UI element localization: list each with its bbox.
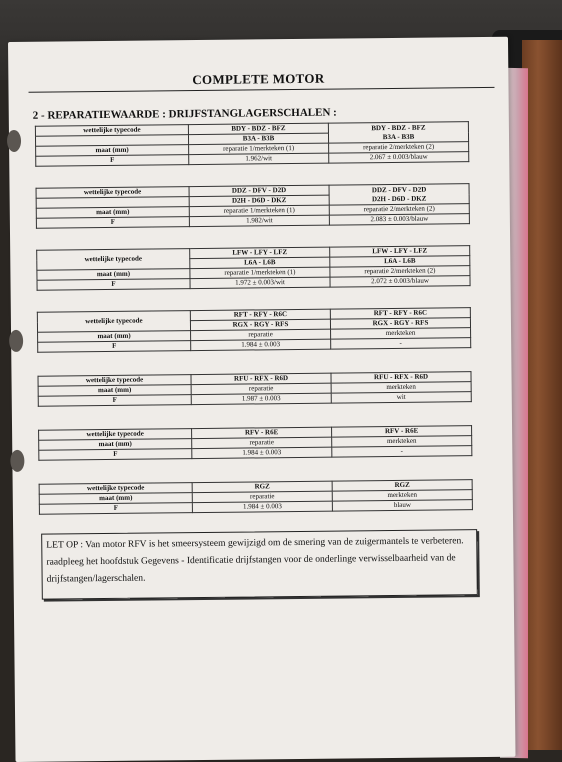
background-wood bbox=[522, 40, 562, 750]
page-title: COMPLETE MOTOR bbox=[192, 70, 325, 88]
typecode-col1: DDZ - DFV - D2D bbox=[189, 185, 329, 196]
typecode-col2: RFT - RFY - R6C bbox=[330, 308, 470, 319]
f-col2: wit bbox=[331, 392, 471, 403]
maat-col1: reparatie bbox=[191, 383, 331, 394]
maat-col2: reparatie 2/merkteken (2) bbox=[329, 142, 469, 153]
typecode-label: wettelijke typecode bbox=[39, 429, 192, 441]
note-line: raadpleeg het hoofdstuk Gegevens - Identificatie drijfstangen voor de onderlinge verwisselbaarheid van de bbox=[46, 552, 456, 568]
spec-table-4 bbox=[37, 307, 471, 353]
typecode-col2 bbox=[328, 122, 468, 143]
maat-label: maat (mm) bbox=[38, 331, 191, 343]
f-label: F bbox=[39, 449, 192, 461]
f-col2: 2.067 ± 0.003/blauw bbox=[329, 152, 469, 163]
f-col1: 1.987 ± 0.003 bbox=[191, 393, 331, 404]
f-col2: 2.083 ± 0.003/blauw bbox=[329, 214, 469, 225]
typecode-col1-line2: RGX - RGY - RFS bbox=[190, 319, 330, 330]
f-label: F bbox=[36, 217, 189, 229]
maat-col1: reparatie bbox=[192, 437, 332, 448]
typecode-col1: RFU - RFX - R6D bbox=[191, 373, 331, 384]
typecode-col1-line2: L6A - L6B bbox=[190, 257, 330, 268]
typecode-col2: RFU - RFX - R6D bbox=[331, 372, 471, 383]
maat-col2: reparatie 2/merkteken (2) bbox=[329, 204, 469, 215]
typecode-label: wettelijke typecode bbox=[36, 187, 189, 199]
typecode-col2: RGZ bbox=[332, 480, 472, 491]
maat-label: maat (mm) bbox=[39, 439, 192, 451]
typecode-col2-line2: L6A - L6B bbox=[330, 256, 470, 267]
f-col1: 1.962/wit bbox=[189, 153, 329, 164]
maat-label: maat (mm) bbox=[38, 385, 191, 397]
maat-col2: merkteken bbox=[332, 490, 472, 501]
code-line: BDY - BDZ - BFZ bbox=[371, 123, 426, 132]
f-col1: 1.982/wit bbox=[189, 215, 329, 226]
punch-hole bbox=[9, 330, 23, 352]
maat-col1: reparatie 1/merkteken (1) bbox=[189, 205, 329, 216]
spec-table-6 bbox=[38, 425, 472, 461]
spec-table-7 bbox=[39, 479, 473, 515]
note-line: LET OP : Van motor RFV is het smeersysteem gewijzigd om de smering van de zuigermantels te verbeteren. bbox=[46, 535, 464, 551]
f-col1: 1.984 ± 0.003 bbox=[191, 339, 331, 350]
maat-col2: merkteken bbox=[331, 382, 471, 393]
maat-col2: reparatie 2/merkteken (2) bbox=[330, 266, 470, 277]
typecode-col2-line2: RGX - RGY - RFS bbox=[330, 318, 470, 329]
f-label: F bbox=[37, 279, 190, 291]
f-label: F bbox=[39, 503, 192, 515]
maat-col1: reparatie 1/merkteken (1) bbox=[190, 267, 330, 278]
maat-col2: merkteken bbox=[332, 436, 472, 447]
spec-table-2 bbox=[36, 183, 470, 229]
typecode-col2 bbox=[329, 184, 469, 205]
typecode-col1-line2: D2H - D6D - DKZ bbox=[189, 195, 329, 206]
typecode-label: wettelijke typecode bbox=[37, 311, 190, 333]
code-line: B3A - B3B bbox=[382, 132, 415, 141]
maat-col1: reparatie bbox=[192, 491, 332, 502]
typecode-col2: LFW - LFY - LFZ bbox=[330, 246, 470, 257]
f-col1: 1.972 ± 0.003/wit bbox=[190, 277, 330, 288]
typecode-col2: RFV - R6E bbox=[332, 426, 472, 437]
typecode-label: wettelijke typecode bbox=[39, 483, 192, 495]
typecode-col1: LFW - LFY - LFZ bbox=[190, 247, 330, 258]
typecode-col1: RFT - RFY - R6C bbox=[190, 309, 330, 320]
f-col2: - bbox=[331, 338, 471, 349]
spec-table-5 bbox=[37, 371, 471, 407]
code-line: D2H - D6D - DKZ bbox=[371, 194, 427, 203]
maat-label: maat (mm) bbox=[37, 269, 190, 281]
f-col2: 2.072 ± 0.003/blauw bbox=[330, 276, 470, 287]
note-line: drijfstangen/lagerschalen. bbox=[46, 572, 146, 585]
typecode-col1: RGZ bbox=[192, 481, 332, 492]
f-label: F bbox=[36, 155, 189, 167]
maat-col1: reparatie 1/merkteken (1) bbox=[189, 143, 329, 154]
punch-hole bbox=[10, 450, 24, 472]
f-col2: - bbox=[332, 446, 472, 457]
typecode-label: wettelijke typecode bbox=[35, 125, 188, 137]
maat-col2: merkteken bbox=[331, 328, 471, 339]
f-col1: 1.984 ± 0.003 bbox=[192, 447, 332, 458]
spec-table-3 bbox=[36, 245, 470, 291]
typecode-col1-line2: B3A - B3B bbox=[188, 133, 328, 144]
document-page bbox=[8, 37, 516, 762]
f-label: F bbox=[38, 395, 191, 407]
typecode-col1: RFV - R6E bbox=[192, 427, 332, 438]
code-line: DDZ - DFV - D2D bbox=[371, 185, 427, 194]
typecode-label: wettelijke typecode bbox=[37, 249, 190, 271]
section-title: 2 - REPARATIEWAARDE : DRIJFSTANGLAGERSCHALEN : bbox=[32, 106, 337, 122]
maat-label: maat (mm) bbox=[36, 145, 189, 157]
f-label: F bbox=[38, 341, 191, 353]
maat-col1: reparatie bbox=[191, 329, 331, 340]
warning-note bbox=[41, 529, 478, 600]
maat-label: maat (mm) bbox=[36, 207, 189, 219]
maat-label: maat (mm) bbox=[39, 493, 192, 505]
typecode-label: wettelijke typecode bbox=[38, 375, 191, 387]
spec-table-1 bbox=[35, 121, 469, 167]
f-col1: 1.984 ± 0.003 bbox=[192, 501, 332, 512]
code-line: BDY - BDZ - BFZ bbox=[231, 124, 286, 133]
punch-hole bbox=[7, 130, 21, 152]
f-col2: blauw bbox=[332, 500, 472, 511]
